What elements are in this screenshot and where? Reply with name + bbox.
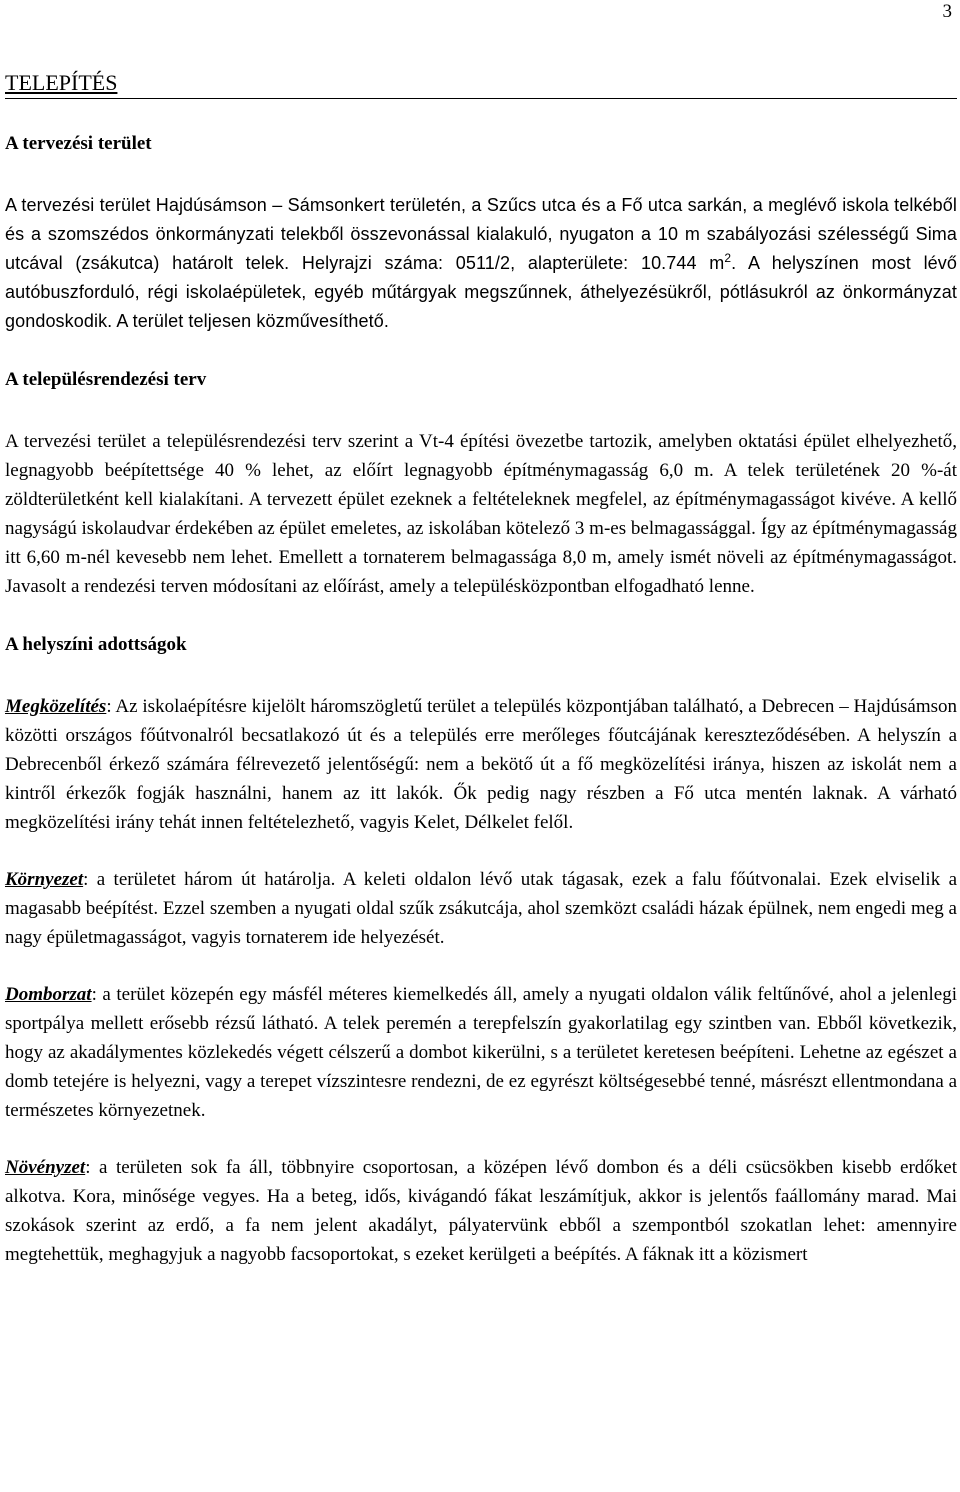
term-novenyzet: Növényzet bbox=[5, 1157, 86, 1178]
paragraph-kornyezet bbox=[5, 865, 957, 952]
paragraph-domborzat bbox=[5, 980, 957, 1125]
paragraph-text: : Az iskolaépítésre kijelölt háromszögletű terület a település központjában található, a Debrecen – Hajdúsámson közötti országos főútvonalról becsatlakozó út és a település erre merőleges főutcájának kereszteződésében. A helyszín a Debrecenből érkező számára félrevezető jelentőségű: nem a bekötő út a fő megközelítési iránya, hiszen az iskolát nem a kintről érkezők fogják használni, hanem az itt lakók. Ők pedig nagy részben a Fő utca mentén laknak. A várható megközelítési irány tehát innen feltételezhető, vagyis Kelet, Délkelet felől. bbox=[5, 696, 957, 833]
paragraph-novenyzet bbox=[5, 1153, 957, 1269]
paragraph-text: : a területen sok fa áll, többnyire csoportosan, a középen lévő dombon és a déli csücsökben kisebb erdőket alkotva. Kora, minősége vegyes. Ha a beteg, idős, kivágandó fákat leszámítjuk, akkor is jelentős faállomány marad. Mai szokások szerint az erdő, a fa nem jelent akadályt, pályatervünk ebből a szempontból szokatlan lehet: amennyire megtehettük, meghagyjuk a nagyobb facsoportokat, s ezeket kerülgeti a beépítés. A fáknak itt a közismert bbox=[5, 1157, 957, 1265]
section-heading-tervezesi-terulet: A tervezési terület bbox=[5, 133, 152, 154]
paragraph-text: : a területet három út határolja. A keleti oldalon lévő utak tágasak, ezek a falu főútvonalai. Ezek elviselik a magasabb beépítést. Ezzel szemben a nyugati oldal szűk zsákutcája, ahol szemközt családi házak épülnek, nem engedi meg a nagy épületmagasságot, vagyis tornaterem ide helyezését. bbox=[5, 869, 957, 948]
chapter-title: TELEPÍTÉS bbox=[5, 68, 957, 99]
superscript-2: 2 bbox=[724, 251, 732, 265]
paragraph-tervezesi-terulet bbox=[5, 191, 957, 336]
paragraph-rendezesi-terv: A tervezési terület a településrendezési terv szerint a Vt-4 építési övezetbe tartozik, amelyben oktatási épület elhelyezhető, legnagyobb beépítettsége 40 % lehet, az előírt legnagyobb építménymagasság 6,0 m. A telek területének 20 %-át zöldterületként kell kialakítani. A tervezett épület ezeknek a feltételeknek megfelel, az építménymagasságot kivéve. A kellő nagyságú iskolaudvar érdekében az épület emeletes, az iskolában kötelező 3 m-es belmagassággal. Így az építménymagasság itt 6,60 m-nél kevesebb nem lehet. Emellett a tornaterem belmagassága 8,0 m, amely ismét növeli az építménymagasságot. Javasolt a rendezési terven módosítani az előírást, amely a településközpontban elfogadható lenne. bbox=[5, 431, 957, 597]
paragraph-text: : a terület közepén egy másfél méteres kiemelkedés áll, amely a nyugati oldalon válik feltűnővé, ahol a jelenlegi sportpálya mellett erősebb rézsű látható. A telek peremén a terepfelszín gyakorlatilag egy szintben van. Ebből következik, hogy az akadálymentes közlekedés végett célszerű a dombot kikerülni, s a területet keretesen beépíteni. Lehetne az egészet a domb tetejére is helyezni, vagy a terepet vízszintesre rendezni, de ez egyrészt költségesebbé tenné, másrészt ellentmondana a természetes környezetnek. bbox=[5, 984, 957, 1121]
term-kornyezet: Környezet bbox=[5, 869, 84, 890]
term-domborzat: Domborzat bbox=[5, 984, 92, 1005]
paragraph-text-part-a: A tervezési terület Hajdúsámson – Sámsonkert területén, a Szűcs utca és a Fő utca sarkán, a meglévő iskola telkéből és a szomszédos önkormányzati telekből összevonással kialakuló, nyugaton a 10 m szabályozási szélességű Sima utcával (zsákutca) határolt telek. Helyrajzi száma: 0511/2, alapterülete: 10.744 m bbox=[5, 195, 957, 273]
page-number: 3 bbox=[942, 1, 952, 22]
paragraph-text-part-b: . A helyszínen most lévő autóbuszforduló, régi iskolaépületek, egyéb műtárgyak megszűnnek, áthelyezésükről, pótlásukról az önkormányzat gondoskodik. A terület teljesen közművesíthető. bbox=[5, 253, 957, 331]
document-page bbox=[5, 0, 957, 1269]
term-megkozelites: Megközelítés bbox=[5, 696, 107, 717]
paragraph-megkozelites bbox=[5, 692, 957, 837]
section-heading-adottsagok: A helyszíni adottságok bbox=[5, 634, 187, 655]
section-heading-rendezesi-terv: A településrendezési terv bbox=[5, 369, 207, 390]
